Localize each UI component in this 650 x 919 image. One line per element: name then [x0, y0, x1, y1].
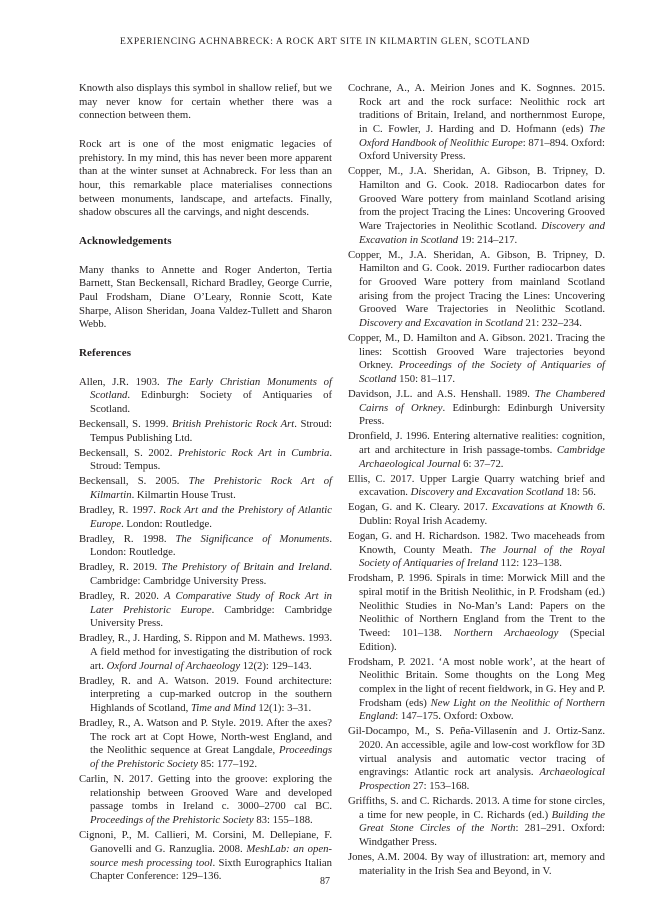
reference-entry: Cochrane, A., A. Meirion Jones and K. Sognnes. 2015. Rock art and the rock surface: Neolithic rock art traditions of Britain, Ireland, and northernmost Europe, in C. Fowler, J. Harding and D. Hofmann (eds) The Oxford Handbook of Neolithic Europe: 871–894. Oxford: Oxford University Press.: [348, 82, 605, 163]
reference-entry: Griffiths, S. and C. Richards. 2013. A time for stone circles, a time for new people, in C. Richards (ed.) Building the Great Stone Circles of the North: 281–291. Oxford: Windgather Press.: [348, 795, 605, 849]
reference-entry: Bradley, R. 1997. Rock Art and the Prehistory of Atlantic Europe. London: Routledge.: [79, 503, 333, 530]
reference-entry: Bradley, R., A. Watson and P. Style. 2019. After the axes? The rock art at Copt Howe, North-west England, and the Neolithic sequence at Great Langdale, Proceedings of the Prehistoric Society 85: 177–192.: [79, 717, 332, 771]
reference-entry: Bradley, R., J. Harding, S. Rippon and M. Mathews. 1993. A field method for investigating the distribution of rock art. Oxford Journal of Archaeology 12(2): 129–143.: [79, 632, 332, 672]
acknowledgements-heading: Acknowledgements: [79, 234, 172, 247]
reference-entry: Allen, J.R. 1903. The Early Christian Monuments of Scotland. Edinburgh: Society of Antiquaries of Scotland.: [79, 375, 332, 415]
reference-entry: Frodsham, P. 2021. ‘A most noble work’, at the heart of Neolithic Britain. Some thoughts on the Long Meg complex in the light of recent fieldwork, in G. Hey and P. Frodsham (eds) New Light on the Neolithic of Northern England: 147–175. Oxford: Oxbow.: [348, 655, 605, 723]
reference-entry: Ellis, C. 2017. Upper Largie Quarry watching brief and excavation. Discovery and Excavation Scotland 18: 56.: [348, 472, 605, 499]
reference-entry: Beckensall, S. 2005. The Prehistoric Rock Art of Kilmartin. Kilmartin House Trust.: [79, 475, 333, 501]
body-paragraph: Rock art is one of the most enigmatic legacies of prehistory. In my mind, this has never been more apparent than at the winter sunset at Achnabreck. For less than an hour, this remarkable place materialises connections between monuments, landscape, and artefacts. Finally, shadow obscures all the carvings, and night descends.: [79, 137, 332, 219]
reference-entry: Davidson, J.L. and A.S. Henshall. 1989. The Chambered Cairns of Orkney. Edinburgh: Edinburgh University Press.: [348, 388, 605, 428]
reference-entry: Copper, M., D. Hamilton and A. Gibson. 2021. Tracing the lines: Scottish Grooved Ware trajectories beyond Orkney. Proceedings of the Society of Antiquaries of Scotland 150: 81–117.: [348, 331, 606, 385]
right-column: [348, 82, 605, 880]
reference-entry: Bradley, R. 1998. The Significance of Monuments. London: Routledge.: [79, 532, 332, 559]
reference-entry: Cignoni, P., M. Callieri, M. Corsini, M. Dellepiane, F. Ganovelli and G. Ranzuglia. 2008. MeshLab: an open-source mesh processing tool. Sixth Eurographics Italian Chapter Conference: 129–136.: [79, 829, 332, 883]
references-list-left: [79, 376, 332, 884]
reference-entry: Jones, A.M. 2004. By way of illustration: art, memory and materiality in the Irish Sea and Beyond, in V.: [348, 851, 605, 877]
reference-entry: Bradley, R. 2020. A Comparative Study of Rock Art in Later Prehistoric Europe. Cambridge: Cambridge University Press.: [79, 590, 333, 630]
reference-entry: Gil-Docampo, M., S. Peña-Villasenín and J. Ortiz-Sanz. 2020. An accessible, agile and low-cost workflow for 3D virtual analysis and automatic vector tracing of engravings: Atlantic rock art analysis. Archaeological Prospection 27: 153–168.: [348, 725, 605, 793]
reference-entry: Frodsham, P. 1996. Spirals in time: Morwick Mill and the spiral motif in the British Neolithic, in P. Frodsham (ed.) Neolithic Studies in No-Man’s Land: Papers on the Neolithic of Northern England from the Trent to the Tweed: 101–138. Northern Archaeology (Special Edition).: [348, 572, 605, 653]
reference-entry: Copper, M., J.A. Sheridan, A. Gibson, B. Tripney, D. Hamilton and G. Cook. 2019. Further radiocarbon dates for Grooved Ware pottery from mainland Scotland arising from the project Tracing the Lines: Uncovering Grooved Ware Trajectories in Neolithic Scotland. Discovery and Excavation in Scotland 21: 232–234.: [348, 248, 605, 329]
body-paragraph: Knowth also displays this symbol in shallow relief, but we may never know for certain whether there was a connection between them.: [79, 82, 332, 122]
references-list-right: [348, 82, 605, 878]
reference-entry: Beckensall, S. 1999. British Prehistoric Rock Art. Stroud: Tempus Publishing Ltd.: [79, 417, 332, 444]
acknowledgements-text: Many thanks to Annette and Roger Anderton, Tertia Barnett, Stan Beckensall, Richard Bradley, George Currie, Paul Frodsham, Diane O’Leary, Ronnie Scott, Kate Sharpe, Alison Sheridan, Joana Valdez-Tullett and Sharon Webb.: [79, 263, 332, 331]
reference-entry: Carlin, N. 2017. Getting into the groove: exploring the relationship between Grooved Ware and developed passage tombs in Ireland c. 3000–2700 cal BC. Proceedings of the Prehistoric Society 83: 155–188.: [79, 773, 332, 827]
page-number: 87: [320, 876, 330, 887]
running-header: EXPERIENCING ACHNABRECK: A ROCK ART SITE IN KILMARTIN GLEN, SCOTLAND: [120, 37, 530, 47]
reference-entry: Eogan, G. and K. Cleary. 2017. Excavations at Knowth 6. Dublin: Royal Irish Academy.: [348, 501, 605, 528]
references-heading: References: [79, 346, 132, 359]
reference-entry: Dronfield, J. 1996. Entering alternative realities: cognition, art and architecture in Irish passage-tombs. Cambridge Archaeological Journal 6: 37–72.: [348, 430, 605, 470]
reference-entry: Bradley, R. and A. Watson. 2019. Found architecture: interpreting a cup-marked outcrop in the southern Highlands of Scotland, Time and Mind 12(1): 3–31.: [79, 674, 332, 715]
reference-entry: Eogan, G. and H. Richardson. 1982. Two maceheads from Knowth, County Meath. The Journal of the Royal Society of Antiquaries of Ireland 112: 123–138.: [348, 530, 606, 570]
reference-entry: Copper, M., J.A. Sheridan, A. Gibson, B. Tripney, D. Hamilton and G. Cook. 2018. Radiocarbon dates for Grooved Ware pottery from mainland Scotland arising from the project Tracing the Lines: Uncovering Grooved Ware Trajectories in Neolithic Scotland. Discovery and Excavation in Scotland 19: 214–217.: [348, 165, 605, 246]
left-column: [79, 82, 332, 885]
reference-entry: Beckensall, S. 2002. Prehistoric Rock Art in Cumbria. Stroud: Tempus.: [79, 446, 332, 473]
reference-entry: Bradley, R. 2019. The Prehistory of Britain and Ireland. Cambridge: Cambridge University Press.: [79, 561, 333, 588]
